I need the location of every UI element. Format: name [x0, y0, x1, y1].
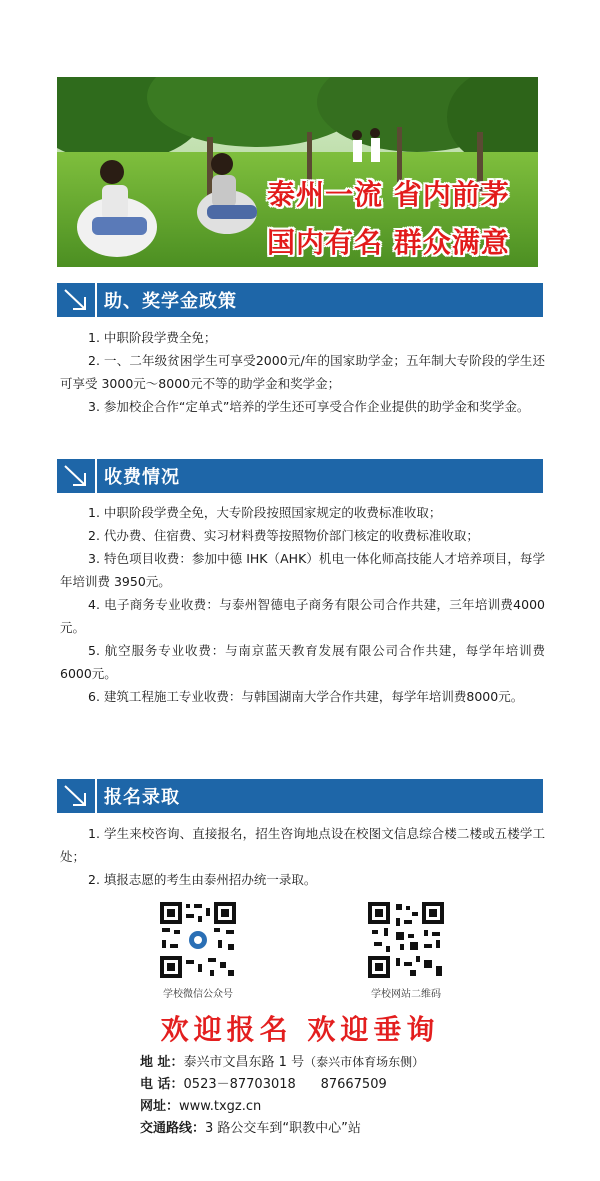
section-title: 收费情况	[104, 467, 180, 488]
address-value: 泰兴市文昌东路 1 号	[183, 1055, 305, 1070]
contact-info	[140, 1051, 560, 1140]
phone-value[interactable]: 0523－87703018 87667509	[183, 1077, 387, 1092]
welcome-slogan: 欢迎报名 欢迎垂询	[160, 1013, 440, 1046]
list-item: 3. 特色项目收费：参加中德 IHK（AHK）机电一体化师高技能人才培养项目，每学年培训费 3950元。	[60, 551, 545, 589]
section-body-admission	[60, 822, 545, 891]
qr-code-icon	[366, 900, 446, 980]
qr-code-icon	[158, 900, 238, 980]
slogan-line-2: 国内有名 群众满意	[267, 226, 510, 259]
route-label: 交通路线：	[140, 1121, 206, 1136]
list-item: 1. 学生来校咨询、直接报名，招生咨询地点设在校图文信息综合楼二楼或五楼学工处；	[60, 826, 545, 864]
section-body-fees	[60, 501, 545, 708]
address-note: （泰兴市体育场东侧）	[304, 1055, 425, 1069]
section-title: 报名录取	[104, 787, 180, 808]
website-label: 网址：	[140, 1099, 180, 1114]
arrow-corner-icon	[57, 779, 97, 813]
arrow-corner-icon	[57, 283, 97, 317]
list-item: 2. 代办费、住宿费、实习材料费等按照物价部门核定的收费标准收取；	[88, 528, 479, 543]
website-row	[140, 1096, 560, 1118]
campus-banner	[57, 77, 538, 267]
section-header-fees	[57, 459, 543, 493]
list-item: 3. 参加校企合作“定单式”培养的学生还可享受合作企业提供的助学金和奖学金。	[88, 399, 530, 414]
address-row	[140, 1051, 560, 1074]
phone-row	[140, 1074, 560, 1096]
section-title: 助、奖学金政策	[104, 291, 237, 312]
list-item: 2. 填报志愿的考生由泰州招办统一录取。	[88, 872, 317, 887]
route-value: 3 路公交车到“职教中心”站	[205, 1121, 361, 1136]
list-item: 4. 电子商务专业收费：与泰州智德电子商务有限公司合作共建，三年培训费4000元。	[60, 597, 545, 635]
list-item: 2. 一、二年级贫困学生可享受2000元/年的国家助学金；五年制大专阶段的学生还可享受 3000元～8000元不等的助学金和奖学金；	[60, 353, 545, 391]
list-item: 1. 中职阶段学费全免；	[88, 330, 217, 345]
list-item: 1. 中职阶段学费全免，大专阶段按照国家规定的收费标准收取；	[88, 505, 442, 520]
list-item: 5. 航空服务专业收费：与南京蓝天教育发展有限公司合作共建，每学年培训费6000元。	[60, 643, 545, 681]
slogan-line-1: 泰州一流 省内前茅	[267, 178, 510, 211]
wechat-qr-caption: 学校微信公众号	[163, 989, 233, 1000]
wechat-qr-code[interactable]	[158, 900, 238, 980]
website-link[interactable]: www.txgz.cn	[179, 1099, 262, 1114]
website-qr-code[interactable]	[366, 900, 446, 980]
address-label: 地 址：	[140, 1055, 184, 1070]
route-row	[140, 1118, 560, 1140]
section-body-scholarship	[60, 326, 545, 418]
list-item: 6. 建筑工程施工专业收费：与韩国湖南大学合作共建，每学年培训费8000元。	[88, 689, 524, 704]
website-qr-caption: 学校网站二维码	[371, 989, 441, 1000]
arrow-corner-icon	[57, 459, 97, 493]
section-header-scholarship	[57, 283, 543, 317]
section-header-admission	[57, 779, 543, 813]
phone-label: 电 话：	[140, 1077, 184, 1092]
